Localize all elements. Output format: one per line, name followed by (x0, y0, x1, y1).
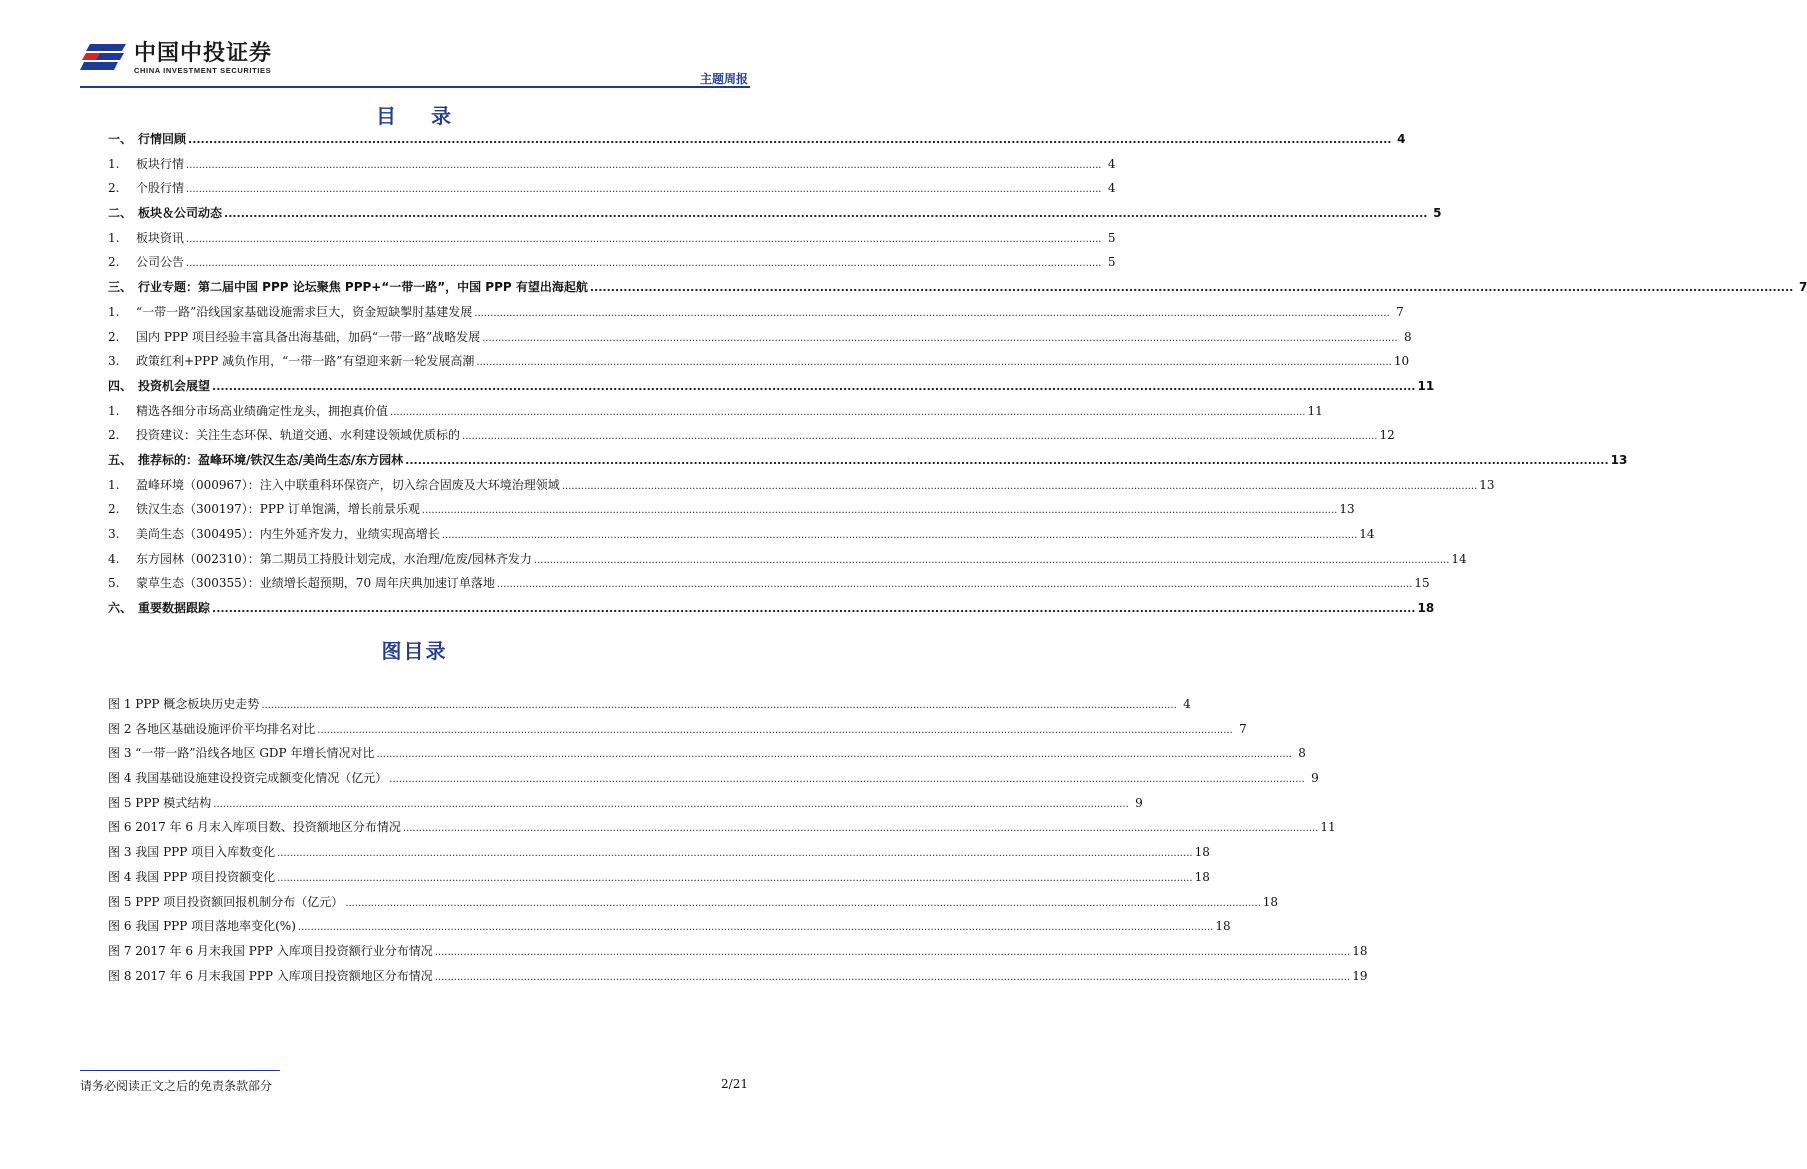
toc-entry-number: 4. (108, 551, 120, 566)
toc-entry-page: 10 (1393, 354, 1410, 369)
toc-subsection-entry[interactable] (108, 226, 1116, 251)
toc-entry-number: 1. (108, 477, 120, 492)
toc-entry-title: 美尚生态（300495）：内生外延齐发力，业绩实现高增长 (136, 527, 440, 541)
figure-entry-title: 图 6 我国 PPP 项目落地率变化(%) (108, 919, 296, 934)
toc-entry-number: 1. (108, 230, 120, 245)
toc-entry-page: 5 (1433, 206, 1442, 221)
toc-subsection-entry[interactable] (108, 152, 1116, 177)
toc-entry-number: 五、 (108, 452, 133, 467)
toc-section-entry[interactable] (108, 448, 1628, 473)
toc-entry-title: 重要数据跟踪 (138, 601, 211, 616)
toc-entry-page: 5 (1107, 255, 1116, 270)
toc-entry-title: 东方园林（002310）：第二期员工持股计划完成，水治理/危废/园林齐发力 (136, 551, 532, 566)
figure-entry-title: 图 3 “一带一路”沿线各地区 GDP 年增长情况对比 (108, 746, 375, 761)
company-logo (80, 42, 272, 76)
toc-entry-title: 板块资讯 (136, 230, 185, 245)
toc-entry-title: 蒙草生态（300355）：业绩增长超预期，70 周年庆典加速订单落地 (136, 576, 495, 591)
toc-entry-title: 板块＆公司动态 (138, 206, 223, 221)
toc-entry-page: 5 (1107, 230, 1116, 245)
toc-entry-page: 7 (1396, 304, 1404, 319)
dot-leader (482, 325, 1397, 352)
figures-title: 图目录 (381, 639, 448, 663)
figure-entry[interactable] (108, 692, 1191, 717)
toc-subsection-entry[interactable] (108, 176, 1116, 201)
toc-subsection-entry[interactable] (108, 522, 1375, 547)
dot-leader (422, 497, 1337, 524)
toc-entry-title: 个股行情 (136, 181, 185, 196)
dot-leader (212, 374, 1415, 400)
toc-subsection-entry[interactable] (108, 399, 1323, 424)
footer-divider (80, 1070, 280, 1071)
toc-entry-number: 1. (108, 304, 120, 319)
dot-leader (277, 865, 1192, 892)
dot-leader (376, 741, 1291, 768)
figure-entry-page: 9 (1135, 795, 1143, 810)
toc-entry-page: 7 (1798, 280, 1807, 295)
toc-entry-title: 政策红利+PPP 减负作用，“一带一路”有望迎来新一轮发展高潮 (136, 354, 475, 369)
toc-entry-title: 投资机会展望 (138, 378, 211, 393)
toc-section-entry[interactable] (108, 596, 1435, 621)
dot-leader (403, 815, 1318, 842)
page-footer (80, 1070, 750, 1093)
dot-leader (277, 840, 1192, 867)
toc-entry-page: 13 (1339, 502, 1355, 517)
toc-entry-number: 2. (108, 255, 120, 270)
logo-english-name: CHINA INVESTMENT SECURITIES (134, 66, 272, 75)
figure-entry-title: 图 4 我国 PPP 项目投资额变化 (108, 869, 276, 884)
dot-leader (405, 448, 1608, 474)
toc-entry-title: 投资建议：关注生态环保、轨道交通、水利建设领域优质标的 (136, 428, 461, 443)
dot-leader (213, 791, 1128, 818)
header-divider (80, 86, 750, 88)
toc-entry-number: 3. (108, 354, 120, 369)
toc-subsection-entry[interactable] (108, 423, 1395, 448)
figure-entry[interactable] (108, 815, 1336, 840)
dot-leader (562, 473, 1477, 500)
toc-entry-page: 11 (1307, 403, 1323, 418)
toc-subsection-entry[interactable] (108, 250, 1116, 275)
figure-entry-title: 图 6 2017 年 6 月末入库项目数、投资额地区分布情况 (108, 820, 401, 835)
toc-subsection-entry[interactable] (108, 325, 1412, 350)
dot-leader (534, 547, 1449, 574)
dot-leader (224, 201, 1427, 227)
figure-entry-page: 18 (1194, 869, 1210, 884)
toc-entry-page: 14 (1359, 527, 1375, 541)
figure-entry-title: 图 4 我国基础设施建设投资完成额变化情况（亿元） (108, 771, 388, 786)
toc-title: 目 录 (376, 104, 465, 128)
dot-leader (186, 250, 1101, 277)
toc-entry-number: 1. (108, 156, 120, 171)
figure-entry-page: 7 (1239, 721, 1247, 736)
toc-entry-number: 2. (108, 502, 120, 517)
figure-entry[interactable] (108, 766, 1319, 791)
figure-entry[interactable] (108, 791, 1143, 816)
toc-entry-number: 1. (108, 403, 120, 418)
list-of-figures (108, 692, 1368, 988)
dot-leader (186, 226, 1101, 253)
page-number: 2/21 (721, 1077, 748, 1091)
logo-mark-icon (80, 42, 128, 72)
figure-entry-title: 图 7 2017 年 6 月末我国 PPP 入库项目投资额行业分布情况 (108, 943, 433, 958)
toc-entry-page: 18 (1417, 601, 1435, 616)
toc-entry-page: 13 (1479, 477, 1495, 492)
dot-leader (345, 890, 1260, 917)
figure-entry[interactable] (108, 939, 1368, 964)
toc-entry-page: 14 (1451, 551, 1467, 566)
toc-subsection-entry[interactable] (108, 349, 1410, 374)
figure-entry-title: 图 3 我国 PPP 项目入库数变化 (108, 845, 276, 860)
figure-entry-title: 图 5 PPP 项目投资额回报机制分布（亿元） (108, 894, 344, 909)
toc-subsection-entry[interactable] (108, 473, 1495, 498)
dot-leader (261, 692, 1176, 719)
logo-chinese-name: 中国中投证券 (134, 41, 273, 66)
toc-entry-number: 二、 (108, 206, 133, 221)
toc-entry-title: 行情回顾 (138, 132, 187, 146)
page-header (80, 42, 750, 88)
figure-entry-page: 19 (1352, 968, 1368, 983)
toc-entry-title: 盈峰环境（000967）：注入中联重科环保资产，切入综合固废及大环境治理领域 (136, 477, 560, 492)
figure-entry[interactable] (108, 890, 1279, 915)
dot-leader (317, 717, 1232, 744)
toc-subsection-entry[interactable] (108, 300, 1404, 325)
toc-entry-number: 2. (108, 181, 120, 196)
toc-section-entry[interactable] (108, 374, 1435, 399)
dot-leader (188, 127, 1391, 153)
dot-leader (435, 964, 1350, 991)
toc-subsection-entry[interactable] (108, 497, 1355, 522)
toc-entry-page: 4 (1107, 181, 1116, 196)
figure-entry[interactable] (108, 964, 1368, 989)
figure-entry-title: 图 1 PPP 概念板块历史走势 (108, 697, 260, 711)
toc-entry-page: 13 (1610, 452, 1628, 467)
toc-entry-title: 公司公告 (136, 255, 185, 270)
toc-entry-title: 铁汉生态（300197）：PPP 订单饱满，增长前景乐观 (136, 502, 420, 517)
toc-entry-page: 4 (1107, 156, 1116, 171)
toc-section-entry[interactable] (108, 127, 1406, 152)
toc-entry-page: 4 (1397, 132, 1406, 146)
report-type-label: 主题周报 (699, 72, 748, 86)
toc-entry-number: 三、 (108, 280, 133, 295)
toc-entry-title: 国内 PPP 项目经验丰富具备出海基础，加码“一带一路”战略发展 (136, 329, 481, 344)
figure-entry-page: 4 (1183, 697, 1191, 711)
figure-entry-page: 11 (1320, 820, 1336, 835)
figure-entry-page: 8 (1298, 746, 1306, 761)
dot-leader (390, 399, 1305, 426)
dot-leader (212, 596, 1415, 622)
toc-entry-page: 15 (1414, 576, 1430, 591)
figure-entry-page: 18 (1215, 919, 1231, 934)
dot-leader (590, 275, 1793, 301)
figure-entry-page: 18 (1352, 943, 1368, 958)
dot-leader (389, 766, 1304, 793)
toc-entry-number: 5. (108, 576, 120, 591)
toc-entry-title: “一带一路”沿线国家基础设施需求巨大，资金短缺掣肘基建发展 (136, 304, 473, 319)
toc-section-entry[interactable] (108, 275, 1807, 300)
toc-entry-number: 六、 (108, 601, 133, 616)
dot-leader (462, 423, 1377, 450)
toc-entry-number: 3. (108, 527, 120, 541)
dot-leader (186, 152, 1101, 179)
disclaimer-text: 请务必阅读正文之后的免责条款部分 (80, 1079, 273, 1093)
figure-entry[interactable] (108, 717, 1247, 742)
figure-entry-title: 图 2 各地区基础设施评价平均排名对比 (108, 721, 316, 736)
toc-entry-number: 2. (108, 428, 120, 443)
dot-leader (474, 300, 1389, 327)
table-of-contents (108, 127, 1807, 621)
toc-entry-title: 精选各细分市场高业绩确定性龙头，拥抱真价值 (136, 403, 389, 418)
toc-section-entry[interactable] (108, 201, 1442, 226)
toc-entry-title: 推荐标的：盈峰环境/铁汉生态/美尚生态/东方园林 (138, 452, 404, 467)
dot-leader (186, 176, 1101, 203)
toc-entry-page: 11 (1417, 378, 1435, 393)
toc-subsection-entry[interactable] (108, 571, 1430, 596)
dot-leader (298, 914, 1213, 941)
figure-entry-page: 18 (1262, 894, 1279, 909)
dot-leader (497, 571, 1412, 598)
toc-entry-title: 板块行情 (136, 156, 185, 171)
dot-leader (435, 939, 1350, 966)
figure-entry[interactable] (108, 741, 1306, 766)
dot-leader (442, 522, 1357, 549)
toc-entry-page: 12 (1379, 428, 1395, 443)
figure-entry[interactable] (108, 865, 1210, 890)
figure-entry-title: 图 8 2017 年 6 月末我国 PPP 入库项目投资额地区分布情况 (108, 968, 433, 983)
figure-entry-page: 18 (1194, 845, 1210, 860)
figure-entry[interactable] (108, 840, 1210, 865)
dot-leader (476, 349, 1391, 376)
figure-entry[interactable] (108, 914, 1231, 939)
toc-entry-title: 行业专题：第二届中国 PPP 论坛聚焦 PPP+“一带一路”，中国 PPP 有望出海起航 (138, 280, 588, 295)
toc-entry-number: 2. (108, 329, 120, 344)
toc-entry-number: 四、 (108, 378, 133, 393)
toc-subsection-entry[interactable] (108, 547, 1467, 572)
toc-entry-number: 一、 (108, 132, 133, 146)
figure-entry-page: 9 (1311, 771, 1319, 786)
toc-entry-page: 8 (1403, 329, 1412, 344)
figure-entry-title: 图 5 PPP 模式结构 (108, 795, 212, 810)
